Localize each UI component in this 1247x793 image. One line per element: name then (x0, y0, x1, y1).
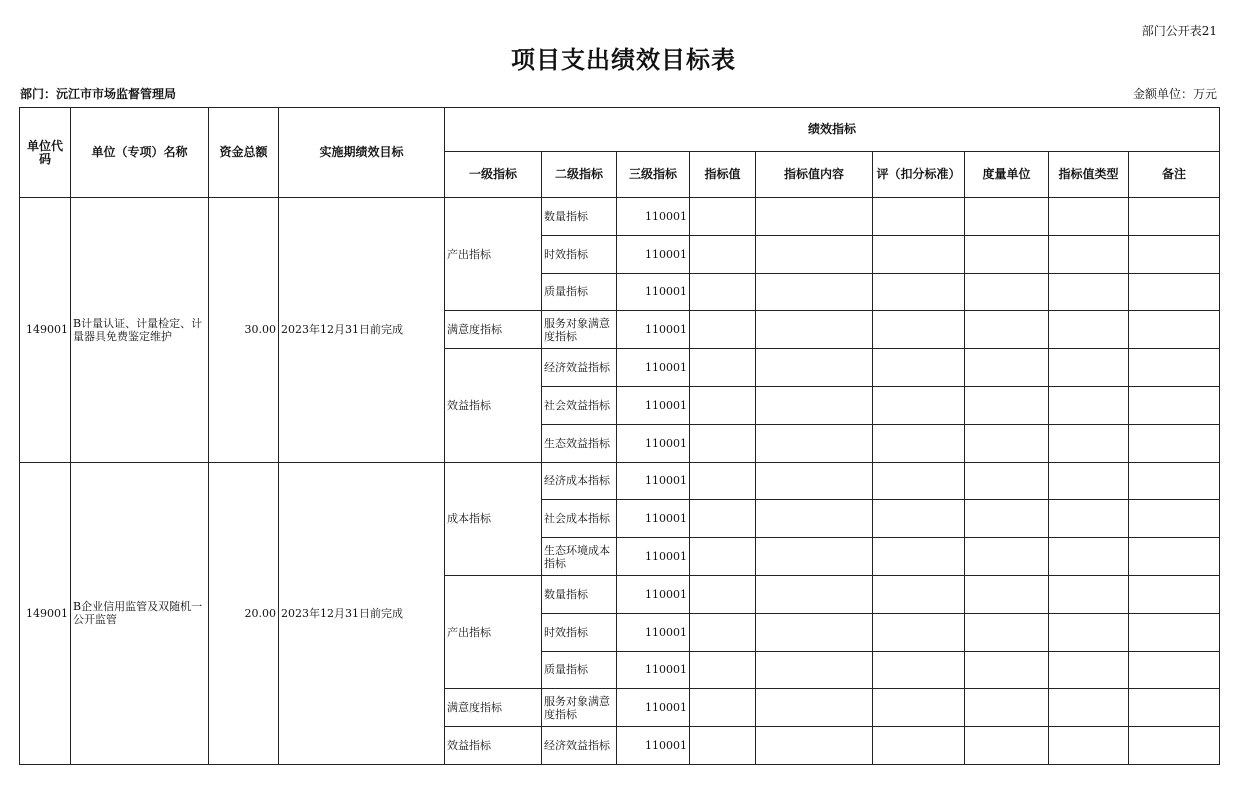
level1-cell: 产出指标 (445, 198, 542, 311)
measure-unit-cell (965, 689, 1049, 727)
value-cell (690, 538, 756, 576)
value-content-cell (756, 538, 873, 576)
value-type-cell (1049, 424, 1129, 462)
measure-unit-cell (965, 651, 1049, 689)
header-level1: 一级指标 (445, 152, 542, 198)
level2-cell: 经济效益指标 (542, 727, 617, 765)
measure-unit-cell (965, 235, 1049, 273)
level3-cell: 110001 (617, 727, 690, 765)
level1-cell: 满意度指标 (445, 689, 542, 727)
remarks-cell (1129, 311, 1220, 349)
scoring-cell (873, 575, 965, 613)
remarks-cell (1129, 349, 1220, 387)
level2-cell: 社会效益指标 (542, 386, 617, 424)
measure-unit-cell (965, 311, 1049, 349)
scoring-cell (873, 538, 965, 576)
value-cell (690, 424, 756, 462)
value-type-cell (1049, 651, 1129, 689)
measure-unit-cell (965, 386, 1049, 424)
value-content-cell (756, 386, 873, 424)
remarks-cell (1129, 500, 1220, 538)
remarks-cell (1129, 273, 1220, 311)
target-cell: 2023年12月31日前完成 (279, 198, 445, 463)
scoring-cell (873, 311, 965, 349)
measure-unit-cell (965, 727, 1049, 765)
header-target: 实施期绩效目标 (279, 108, 445, 198)
amount-unit-label: 金额单位：万元 (1132, 87, 1217, 101)
value-cell (690, 500, 756, 538)
level2-cell: 经济成本指标 (542, 462, 617, 500)
table-body (20, 198, 1220, 765)
header-total-funds: 资金总额 (209, 108, 279, 198)
level2-cell: 经济效益指标 (542, 349, 617, 387)
value-content-cell (756, 311, 873, 349)
scoring-cell (873, 727, 965, 765)
value-type-cell (1049, 462, 1129, 500)
scoring-cell (873, 651, 965, 689)
measure-unit-cell (965, 424, 1049, 462)
measure-unit-cell (965, 538, 1049, 576)
scoring-cell (873, 689, 965, 727)
value-type-cell (1049, 386, 1129, 424)
value-content-cell (756, 500, 873, 538)
remarks-cell (1129, 386, 1220, 424)
unit-name-cell: B计量认证、计量检定、计量器具免费鉴定维护 (71, 198, 209, 463)
level2-cell: 服务对象满意度指标 (542, 689, 617, 727)
performance-table (19, 107, 1220, 765)
level2-cell: 数量指标 (542, 575, 617, 613)
level2-cell: 社会成本指标 (542, 500, 617, 538)
header-unit-name: 单位（专项）名称 (71, 108, 209, 198)
level2-cell: 时效指标 (542, 235, 617, 273)
header-level3: 三级指标 (617, 152, 690, 198)
value-content-cell (756, 727, 873, 765)
value-cell (690, 462, 756, 500)
value-cell (690, 651, 756, 689)
remarks-cell (1129, 651, 1220, 689)
header-remarks: 备注 (1129, 152, 1220, 198)
value-type-cell (1049, 575, 1129, 613)
level3-cell: 110001 (617, 386, 690, 424)
remarks-cell (1129, 462, 1220, 500)
value-cell (690, 575, 756, 613)
remarks-cell (1129, 689, 1220, 727)
value-cell (690, 689, 756, 727)
level3-cell: 110001 (617, 462, 690, 500)
value-type-cell (1049, 198, 1129, 236)
level3-cell: 110001 (617, 575, 690, 613)
header-value-type: 指标值类型 (1049, 152, 1129, 198)
value-type-cell (1049, 235, 1129, 273)
header-scoring: 评（扣分标准） (873, 152, 965, 198)
scoring-cell (873, 273, 965, 311)
department-label: 部门：沅江市市场监督管理局 (20, 87, 177, 101)
value-cell (690, 273, 756, 311)
value-type-cell (1049, 349, 1129, 387)
value-content-cell (756, 198, 873, 236)
unit-code-cell: 149001 (20, 198, 71, 463)
level1-cell: 满意度指标 (445, 311, 542, 349)
level3-cell: 110001 (617, 311, 690, 349)
remarks-cell (1129, 613, 1220, 651)
scoring-cell (873, 198, 965, 236)
value-content-cell (756, 613, 873, 651)
header-value-content: 指标值内容 (756, 152, 873, 198)
remarks-cell (1129, 727, 1220, 765)
header-measure-unit: 度量单位 (965, 152, 1049, 198)
level3-cell: 110001 (617, 689, 690, 727)
level2-cell: 生态效益指标 (542, 424, 617, 462)
level2-cell: 质量指标 (542, 273, 617, 311)
scoring-cell (873, 386, 965, 424)
scoring-cell (873, 500, 965, 538)
value-content-cell (756, 689, 873, 727)
table-row (20, 198, 1220, 236)
level3-cell: 110001 (617, 424, 690, 462)
measure-unit-cell (965, 273, 1049, 311)
scoring-cell (873, 424, 965, 462)
remarks-cell (1129, 198, 1220, 236)
level1-cell: 成本指标 (445, 462, 542, 575)
form-number: 部门公开表21 (1141, 24, 1217, 38)
value-type-cell (1049, 500, 1129, 538)
level2-cell: 质量指标 (542, 651, 617, 689)
level3-cell: 110001 (617, 538, 690, 576)
value-content-cell (756, 349, 873, 387)
remarks-cell (1129, 235, 1220, 273)
level3-cell: 110001 (617, 349, 690, 387)
value-content-cell (756, 273, 873, 311)
header-performance: 绩效指标 (445, 108, 1220, 152)
scoring-cell (873, 349, 965, 387)
remarks-cell (1129, 538, 1220, 576)
value-type-cell (1049, 538, 1129, 576)
value-cell (690, 386, 756, 424)
measure-unit-cell (965, 349, 1049, 387)
header-level2: 二级指标 (542, 152, 617, 198)
unit-code-cell: 149001 (20, 462, 71, 764)
value-type-cell (1049, 689, 1129, 727)
value-type-cell (1049, 613, 1129, 651)
level3-cell: 110001 (617, 613, 690, 651)
level3-cell: 110001 (617, 651, 690, 689)
amount-cell: 30.00 (209, 198, 279, 463)
value-content-cell (756, 575, 873, 613)
value-content-cell (756, 651, 873, 689)
value-content-cell (756, 424, 873, 462)
page-title: 项目支出绩效目标表 (511, 46, 736, 74)
amount-cell: 20.00 (209, 462, 279, 764)
value-content-cell (756, 235, 873, 273)
level1-cell: 效益指标 (445, 349, 542, 462)
table-row (20, 462, 1220, 500)
value-type-cell (1049, 273, 1129, 311)
level2-cell: 数量指标 (542, 198, 617, 236)
measure-unit-cell (965, 575, 1049, 613)
value-cell (690, 198, 756, 236)
measure-unit-cell (965, 613, 1049, 651)
header-unit-code: 单位代码 (20, 108, 71, 198)
remarks-cell (1129, 575, 1220, 613)
unit-name-cell: B企业信用监管及双随机一公开监管 (71, 462, 209, 764)
value-cell (690, 613, 756, 651)
measure-unit-cell (965, 500, 1049, 538)
value-type-cell (1049, 311, 1129, 349)
header-value: 指标值 (690, 152, 756, 198)
scoring-cell (873, 462, 965, 500)
value-cell (690, 311, 756, 349)
measure-unit-cell (965, 462, 1049, 500)
level3-cell: 110001 (617, 235, 690, 273)
scoring-cell (873, 613, 965, 651)
value-type-cell (1049, 727, 1129, 765)
level2-cell: 时效指标 (542, 613, 617, 651)
level3-cell: 110001 (617, 500, 690, 538)
level2-cell: 服务对象满意度指标 (542, 311, 617, 349)
level3-cell: 110001 (617, 273, 690, 311)
level1-cell: 产出指标 (445, 575, 542, 688)
level3-cell: 110001 (617, 198, 690, 236)
level1-cell: 效益指标 (445, 727, 542, 765)
measure-unit-cell (965, 198, 1049, 236)
remarks-cell (1129, 424, 1220, 462)
value-cell (690, 235, 756, 273)
target-cell: 2023年12月31日前完成 (279, 462, 445, 764)
value-cell (690, 727, 756, 765)
level2-cell: 生态环境成本指标 (542, 538, 617, 576)
scoring-cell (873, 235, 965, 273)
value-content-cell (756, 462, 873, 500)
value-cell (690, 349, 756, 387)
